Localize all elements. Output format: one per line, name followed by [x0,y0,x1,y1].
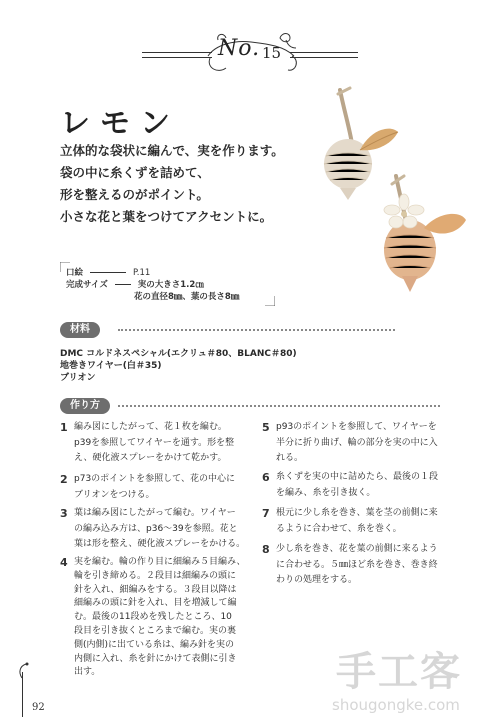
size-value: 実の大きさ1.2㎝ [137,280,204,290]
step-line: p73のポイントを参照して、花の中心に [74,474,235,484]
step-line: 針を入れ、細編みをする。３段目以降は [74,584,237,595]
material-item: ブリオン [60,373,96,383]
steps-divider [118,405,440,407]
step-text [276,506,438,537]
number-label: No. [218,36,261,61]
step-text [276,542,438,589]
intro-line: 立体的な袋状に編んで、実を作ります。 [60,143,284,158]
intro-text [60,140,284,228]
steps-heading: 作り方 [60,398,110,414]
step-number: 4 [60,556,68,569]
step-line: るように合わせて、糸を巻く。 [276,523,402,534]
step-line: 段目を引き抜くところまで編む。実の裏 [74,625,237,636]
step-line: 根元に少し糸を巻き、葉を茎の前側に来 [276,508,438,518]
kuchie-value: P.11 [132,268,151,278]
page-corner-flourish-icon [14,660,34,680]
step-line: 側(内側)に出ている糸は、編み針を実の [74,639,235,650]
step-number: 8 [262,543,270,556]
materials-section-bar [60,322,395,338]
materials-divider [118,329,395,331]
step-line: を編み、糸を引き抜く。 [276,487,376,498]
size-row [66,278,204,290]
step-line: 編み図にしたがって、花１枚を編む。 [74,422,227,432]
step-number: 1 [60,421,68,434]
step-number: 5 [262,421,270,434]
step-text [74,506,245,553]
pattern-number: 15 [262,44,282,62]
size-detail-row [134,290,239,302]
step-line: 葉は編み図にしたがって編む。ワイヤー [74,508,236,518]
spec-box [60,262,270,302]
step-text [276,470,438,501]
intro-line: 袋の中に糸くずを詰めて、 [60,165,210,180]
step-text [276,420,438,467]
step-line: p39を参照してワイヤーを通す。形を整 [74,437,235,448]
step-line: 出す。 [74,667,101,678]
page-number: 92 [32,702,45,713]
step-number: 2 [60,473,68,486]
material-item: 地巻きワイヤー(白＃35) [60,361,162,371]
step-line: 半分に折り曲げ、輪の部分を実の中に入 [276,437,438,448]
step-line: ブリオンをつける。 [74,489,155,500]
step-line: え、硬化液スプレーをかけて乾かす。 [74,453,227,463]
kuchie-row [66,266,150,278]
lemon-photo [300,80,480,310]
materials-heading: 材料 [60,322,100,338]
size-detail: 花の直径8㎜、葉の長さ8㎜ [134,292,240,302]
material-item: DMC コルドネスペシャル(エクリュ＃80、BLANC＃80) [60,349,297,359]
step-number: 6 [262,471,270,484]
step-line: の編み込み方は、p36～39を参照。花と [74,523,238,534]
materials-list [60,348,297,384]
step-line: 少し糸を巻き、花を葉の前側に来るよう [276,544,438,554]
watermark-url: shougongke.com [332,696,460,714]
intro-line: 小さな花と葉をつけてアクセントに。 [60,209,273,224]
watermark [322,640,472,720]
step-line: 糸くずを実の中に詰めたら、最後の１段 [276,472,439,482]
step-text [74,420,234,467]
step-line: わりの処理をする。 [276,575,358,585]
kuchie-label: 口絵 [66,268,84,278]
step-line: に合わせる。５㎜ほど糸を巻き、巻き終 [276,559,438,570]
intro-line: 形を整えるのがポイント。 [60,187,209,202]
step-line: む。最後の11段めを残したところ、10 [74,612,232,623]
step-line: 細編みの頭に針を入れ、目を増減して編 [74,598,237,609]
step-number: 7 [262,507,270,520]
step-line: れる。 [276,453,304,463]
step-line: p93のポイントを参照して、ワイヤーを [276,422,437,432]
watermark-text: 手工客 [336,649,462,695]
size-label: 完成サイズ [66,280,108,290]
step-line: 葉は形を整え、硬化液スプレーをかける。 [74,539,246,549]
step-text [74,556,246,680]
step-number: 3 [60,507,68,520]
step-line: 輪を引き締める。２段目は細編みの頭に [74,570,237,581]
step-line: 内側に入れ、糸を針にかけて表側に引き [74,653,237,664]
page-title: レモン [60,106,180,141]
steps-section-bar [60,398,440,414]
step-line: 実を編む。輪の作り目に細編み５目編み、 [74,557,246,567]
step-text [74,472,235,503]
